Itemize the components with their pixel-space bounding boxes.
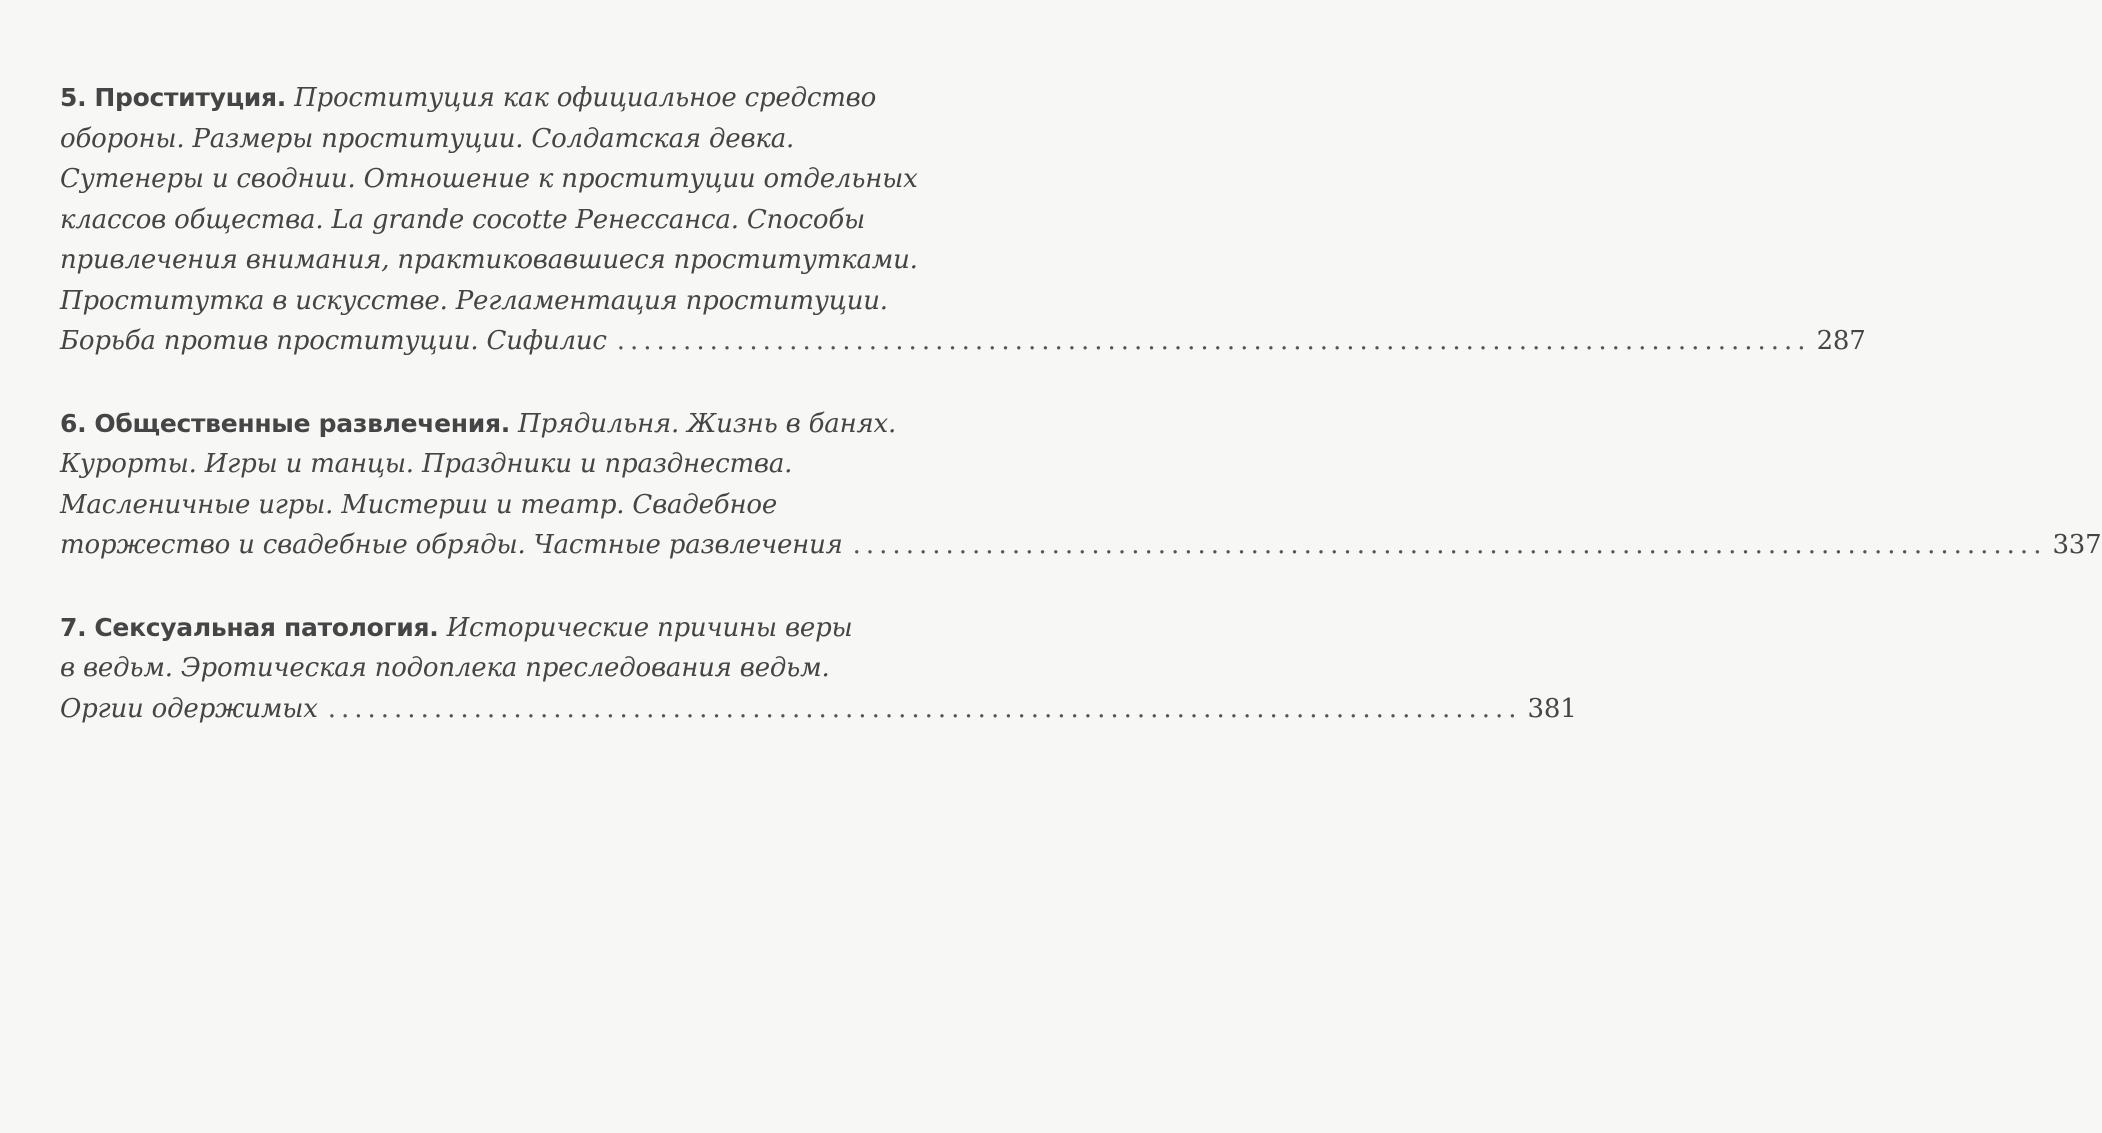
dot-leader: .......................................................................................... (852, 530, 2047, 560)
toc-entry-first-line (60, 78, 940, 119)
toc-entry-first-line (60, 608, 940, 649)
entry-heading: Проституция. (94, 83, 286, 112)
dot-leader: .......................................................................................... (616, 326, 1811, 356)
entry-subtopics-line: Борьба против проституции. Сифилис (60, 326, 607, 356)
page-number: 287 (1816, 326, 1866, 356)
entry-subtopics-line: привлечения внимания, практиковавшиеся проститутками. (60, 245, 918, 275)
entry-subtopics-line: в ведьм. Эротическая подоплека преследования ведьм. (60, 653, 830, 683)
toc-entry-first-line (60, 404, 940, 445)
entry-number: 7. (60, 612, 87, 642)
entry-subtopics-line: классов общества. La grande cocotte Ренессанса. Способы (60, 204, 865, 235)
toc-entry-public-entertainment (60, 404, 2102, 566)
dot-leader: .......................................................................................... (327, 693, 1522, 724)
entry-subtopics-line: Оргии одержимых (60, 693, 318, 724)
entry-heading: Сексуальная патология. (94, 612, 439, 642)
entry-heading: Общественные развлечения. (94, 408, 510, 438)
entry-number: 5. (60, 83, 87, 112)
entry-subtopics-line: Проститутка в искусстве. Регламентация проституции. (60, 285, 888, 316)
table-of-contents (60, 78, 2102, 771)
toc-entry-last-line (60, 689, 1577, 730)
page-number: 381 (1527, 693, 1577, 724)
page-number: 337 (2052, 530, 2102, 560)
entry-subtopics-line: Сутенеры и своднии. Отношение к проституции отдельных (60, 164, 918, 194)
toc-entry-last-line (60, 525, 2102, 566)
entry-subtopics-line: Масленичные игры. Мистерии и театр. Свадебное (60, 489, 778, 520)
toc-entry-prostitution (60, 78, 1866, 362)
toc-entry-sexual-pathology (60, 608, 1577, 730)
entry-subtopics: Прядильня. Жизнь в банях. (518, 408, 897, 439)
entry-subtopics-line: торжество и свадебные обряды. Частные развлечения (60, 530, 843, 560)
entry-subtopics-line: обороны. Размеры проституции. Солдатская девка. (60, 123, 795, 154)
entry-subtopics-line: Курорты. Игры и танцы. Праздники и празднества. (60, 449, 793, 479)
entry-number: 6. (60, 408, 87, 438)
entry-subtopics: Исторические причины веры (446, 612, 853, 643)
toc-entry-last-line (60, 321, 1866, 362)
entry-subtopics: Проституция как официальное средство (294, 83, 877, 113)
